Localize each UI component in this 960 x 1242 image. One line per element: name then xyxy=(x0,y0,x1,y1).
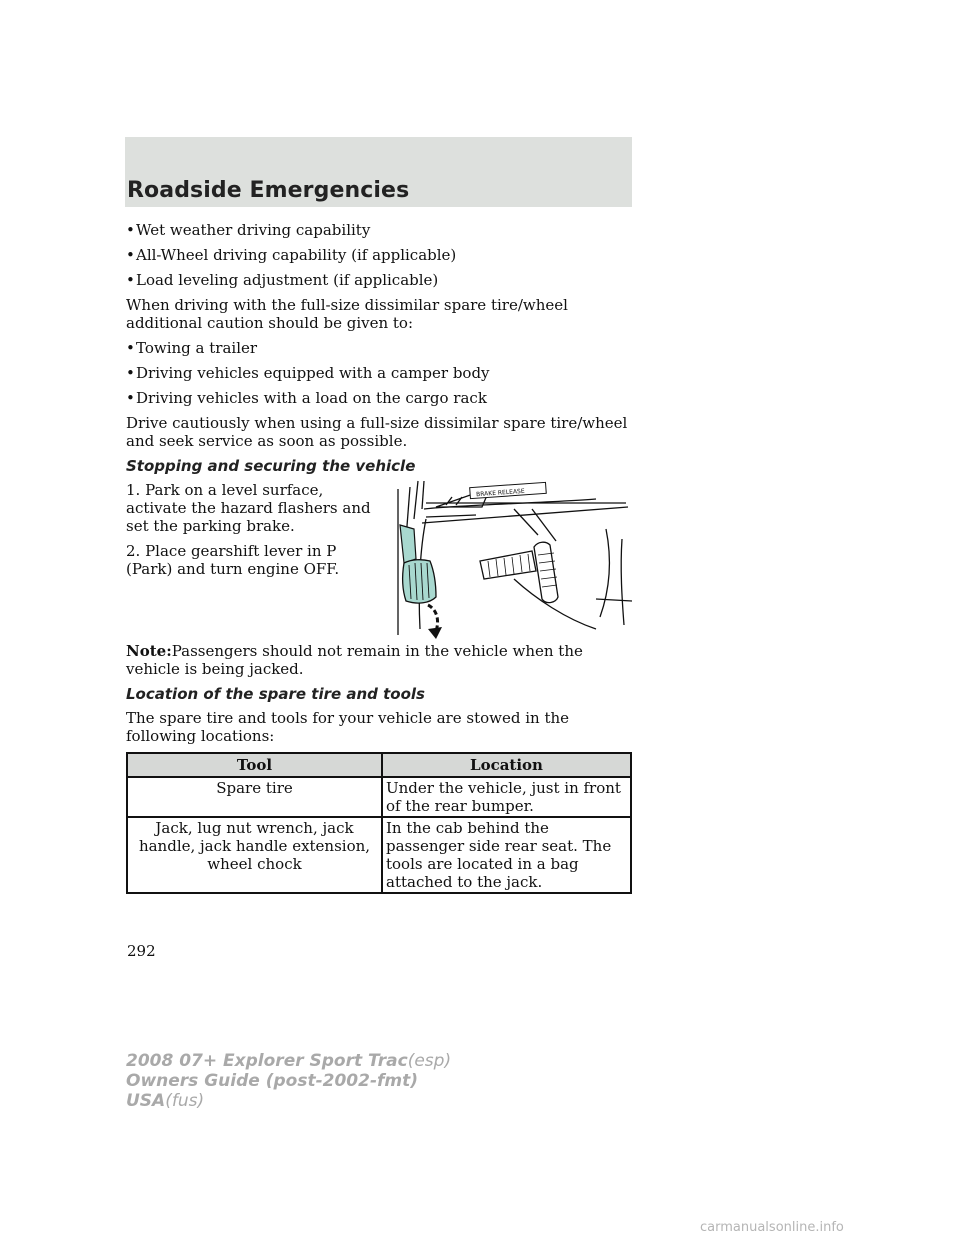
bullet-icon: • xyxy=(126,339,135,357)
tool-cell: Spare tire xyxy=(127,777,382,817)
column-header-tool: Tool xyxy=(127,753,382,777)
parking-brake-pedal xyxy=(400,525,436,603)
step-1: 1. Park on a level surface, activate the hazard flashers and set the parking brake. xyxy=(126,481,371,535)
stopping-heading: Stopping and securing the vehicle xyxy=(126,457,416,475)
list-item: • Load leveling adjustment (if applicable) xyxy=(126,271,439,289)
location-cell: In the cab behind the passenger side rear seat. The tools are located in a bag attached to the jack. xyxy=(382,817,631,893)
footer-line-2: Owners Guide (post-2002-fmt) xyxy=(126,1071,419,1091)
stopping-steps xyxy=(126,481,372,639)
page-number: 292 xyxy=(127,942,156,960)
note-label: Note: xyxy=(126,642,172,660)
footer-line-3: USA(fus) xyxy=(126,1091,205,1111)
stopping-section xyxy=(126,481,632,639)
page-title: Roadside Emergencies xyxy=(127,178,410,203)
release-arrow-icon xyxy=(428,605,442,639)
bullet-icon: • xyxy=(126,246,135,264)
location-cell: Under the vehicle, just in front of the rear bumper. xyxy=(382,777,631,817)
bullet-icon: • xyxy=(126,364,135,382)
parking-brake-pedal-illustration xyxy=(396,479,632,639)
bullet-icon: • xyxy=(126,389,135,407)
list-item: • Driving vehicles equipped with a camper body xyxy=(126,364,490,382)
table-header-row xyxy=(127,753,631,777)
watermark: carmanualsonline.info xyxy=(700,1220,844,1235)
location-heading: Location of the spare tire and tools xyxy=(126,685,425,703)
note-paragraph xyxy=(126,642,632,678)
caution-paragraph: When driving with the full-size dissimilar spare tire/wheel additional caution should be given to: xyxy=(126,296,568,332)
tools-table xyxy=(126,752,632,894)
table-row xyxy=(127,777,631,817)
tool-cell: Jack, lug nut wrench, jack handle, jack handle extension, wheel chock xyxy=(127,817,382,893)
location-intro: The spare tire and tools for your vehicle are stowed in the following locations: xyxy=(126,709,570,745)
page-content xyxy=(126,221,632,894)
list-item: • Towing a trailer xyxy=(126,339,258,357)
table-row xyxy=(127,817,631,893)
list-item: • All-Wheel driving capability (if applicable) xyxy=(126,246,457,264)
bullet-icon: • xyxy=(126,271,135,289)
drive-paragraph: Drive cautiously when using a full-size dissimilar spare tire/wheel and seek service as soon as possible. xyxy=(126,414,628,450)
column-header-location: Location xyxy=(382,753,631,777)
brake-release-label: BRAKE RELEASE xyxy=(475,487,525,499)
step-2: 2. Place gearshift lever in P (Park) and turn engine OFF. xyxy=(126,542,340,578)
document-footer xyxy=(126,1051,451,1111)
bullet-icon: • xyxy=(126,221,135,239)
brake-release-badge xyxy=(470,482,547,498)
list-item: • Wet weather driving capability xyxy=(126,221,371,239)
list-item: • Driving vehicles with a load on the cargo rack xyxy=(126,389,487,407)
footer-line-1: 2008 07+ Explorer Sport Trac(esp) xyxy=(126,1051,452,1071)
note-text: Passengers should not remain in the vehicle when the vehicle is being jacked. xyxy=(126,642,583,678)
